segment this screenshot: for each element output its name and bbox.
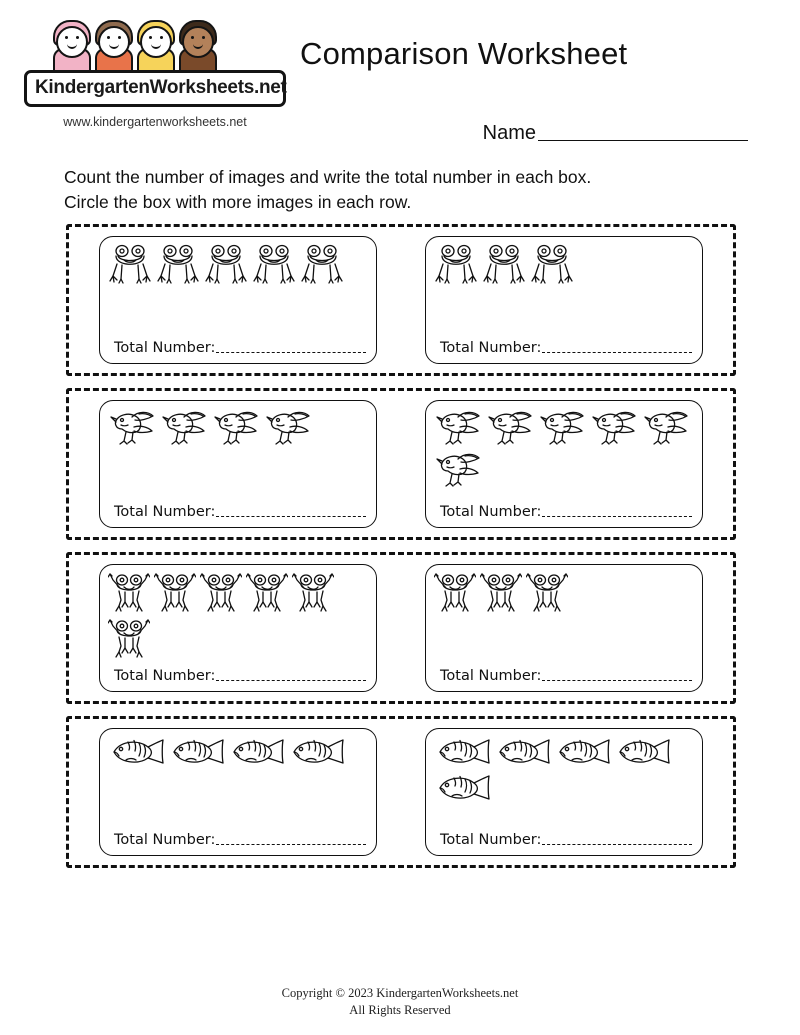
icon-group [434,571,694,649]
total-number-blank[interactable] [542,668,692,681]
bird-icon [108,407,156,447]
comparison-box-left[interactable] [99,236,377,364]
total-number-blank[interactable] [216,340,366,353]
birds-row [66,388,736,540]
copyright-text: Copyright © 2023 KindergartenWorksheets.net [281,986,519,1000]
worksheet-rows [66,224,736,880]
total-number-blank[interactable] [542,340,692,353]
comparison-box-right[interactable] [425,728,703,856]
icon-group [108,571,368,649]
total-number-label: Total Number: [440,668,542,684]
total-number-field[interactable] [440,504,692,520]
total-number-label: Total Number: [440,832,542,848]
rights-text: All Rights Reserved [349,1003,451,1017]
frog-icon [204,243,248,285]
frog-icon [156,243,200,285]
icon-group [434,407,694,485]
fish-icon [168,735,224,769]
frog-icon [482,243,526,285]
cheering-frogs-row [66,552,736,704]
bird-icon [486,407,534,447]
comparison-box-left[interactable] [99,728,377,856]
total-number-field[interactable] [440,832,692,848]
frog-icon [108,243,152,285]
kid-figure-2 [92,20,136,72]
logo-text-net: .net [254,77,287,98]
frog-icon [434,243,478,285]
frog-icon [300,243,344,285]
cheering-frog-icon [246,571,288,615]
icon-group [434,243,694,321]
cheering-frog-icon [154,571,196,615]
fish-icon [494,735,550,769]
logo-wordmark [24,70,286,107]
cheering-frog-icon [200,571,242,615]
fish-icon [228,735,284,769]
kid-figure-3 [134,20,178,72]
comparison-box-right[interactable] [425,236,703,364]
total-number-field[interactable] [114,340,366,356]
bird-icon [642,407,690,447]
total-number-blank[interactable] [216,668,366,681]
total-number-blank[interactable] [216,504,366,517]
bird-icon [212,407,260,447]
bird-icon [434,449,482,489]
icon-group [108,243,368,321]
total-number-label: Total Number: [440,340,542,356]
instruction-line-2: Circle the box with more images in each row. [64,192,412,212]
name-label: Name [482,122,536,144]
bird-icon [538,407,586,447]
total-number-label: Total Number: [114,504,216,520]
cheering-frog-icon [434,571,476,615]
comparison-box-left[interactable] [99,564,377,692]
total-number-field[interactable] [114,504,366,520]
cheering-frog-icon [526,571,568,615]
fish-icon [434,771,490,805]
page-title: Comparison Worksheet [300,36,628,71]
total-number-blank[interactable] [542,504,692,517]
total-number-blank[interactable] [216,832,366,845]
fish-icon [434,735,490,769]
page-footer [0,985,800,1019]
total-number-field[interactable] [440,668,692,684]
site-url: www.kindergartenworksheets.net [63,115,247,129]
frog-icon [252,243,296,285]
cheering-frog-icon [480,571,522,615]
instruction-line-1: Count the number of images and write the total number in each box. [64,167,592,187]
total-number-label: Total Number: [114,832,216,848]
cheering-frog-icon [292,571,334,615]
fish-icon [288,735,344,769]
comparison-box-right[interactable] [425,400,703,528]
kids-illustration [50,18,250,72]
kid-figure-1 [50,20,94,72]
page-header [0,0,800,150]
site-logo[interactable] [24,18,286,129]
fish-row [66,716,736,868]
icon-group [108,735,368,813]
instructions [64,165,754,215]
total-number-label: Total Number: [114,668,216,684]
logo-text-worksheets: Worksheets [149,77,254,98]
icon-group [434,735,694,813]
fish-icon [614,735,670,769]
total-number-label: Total Number: [440,504,542,520]
logo-text-kindergarten: Kindergarten [35,77,150,98]
total-number-field[interactable] [440,340,692,356]
name-field [483,122,748,145]
name-input-blank[interactable] [538,123,748,141]
total-number-field[interactable] [114,832,366,848]
cheering-frog-icon [108,571,150,615]
comparison-box-right[interactable] [425,564,703,692]
frogs-row [66,224,736,376]
total-number-label: Total Number: [114,340,216,356]
bird-icon [160,407,208,447]
bird-icon [590,407,638,447]
bird-icon [264,407,312,447]
icon-group [108,407,368,485]
cheering-frog-icon [108,617,150,661]
fish-icon [108,735,164,769]
fish-icon [554,735,610,769]
comparison-box-left[interactable] [99,400,377,528]
total-number-blank[interactable] [542,832,692,845]
frog-icon [530,243,574,285]
total-number-field[interactable] [114,668,366,684]
bird-icon [434,407,482,447]
kid-figure-4 [176,20,220,72]
